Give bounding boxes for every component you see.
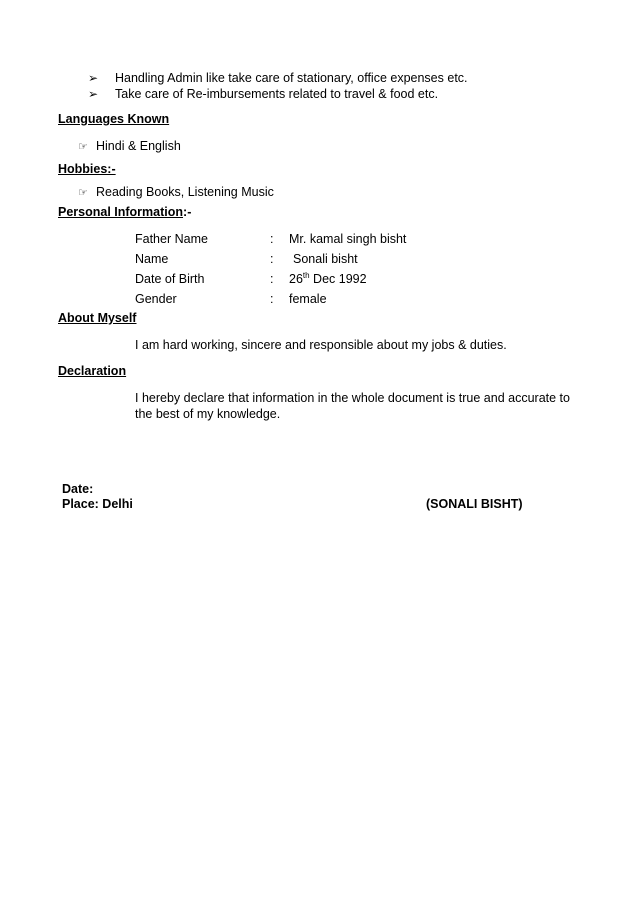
dob-rest: Dec 1992 xyxy=(309,272,367,286)
hobbies-heading: Hobbies:- xyxy=(58,162,116,176)
duty-item: Handling Admin like take care of stationary, office expenses etc. xyxy=(115,71,468,85)
separator: : xyxy=(270,252,274,266)
arrow-bullet-icon: ➢ xyxy=(88,87,99,101)
duty-item: Take care of Re-imbursements related to travel & food etc. xyxy=(115,87,439,101)
about-text: I am hard working, sincere and responsible about my jobs & duties. xyxy=(135,338,507,352)
personal-heading xyxy=(58,205,191,219)
separator: : xyxy=(270,292,274,306)
signature: (SONALI BISHT) xyxy=(426,497,523,511)
languages-heading: Languages Known xyxy=(58,112,170,126)
separator: : xyxy=(270,232,274,246)
personal-value xyxy=(289,272,367,286)
dob-day: 26 xyxy=(289,272,303,286)
pointing-hand-icon: ☞ xyxy=(78,187,88,199)
languages-value: Hindi & English xyxy=(96,139,181,153)
personal-label: Father Name xyxy=(135,232,208,246)
personal-value: Mr. kamal singh bisht xyxy=(289,232,407,246)
dob-suffix: th xyxy=(302,271,310,280)
separator: : xyxy=(270,272,274,286)
personal-heading-text: Personal Information xyxy=(58,205,184,219)
date-label: Date: xyxy=(62,482,94,496)
place-label: Place: Delhi xyxy=(62,497,133,511)
personal-label: Date of Birth xyxy=(135,272,205,286)
arrow-bullet-icon: ➢ xyxy=(88,71,99,85)
declaration-heading: Declaration xyxy=(58,364,127,378)
pointing-hand-icon: ☞ xyxy=(78,141,88,153)
hobbies-value: Reading Books, Listening Music xyxy=(96,185,274,199)
personal-label: Gender xyxy=(135,292,177,306)
declaration-text: I hereby declare that information in the whole document is true and accurate to the best of my knowledge. xyxy=(135,391,570,421)
personal-heading-suffix: :- xyxy=(183,205,192,219)
about-heading: About Myself xyxy=(58,311,137,325)
personal-value: female xyxy=(289,292,327,306)
personal-value: Sonali bisht xyxy=(293,252,358,266)
personal-label: Name xyxy=(135,252,169,266)
